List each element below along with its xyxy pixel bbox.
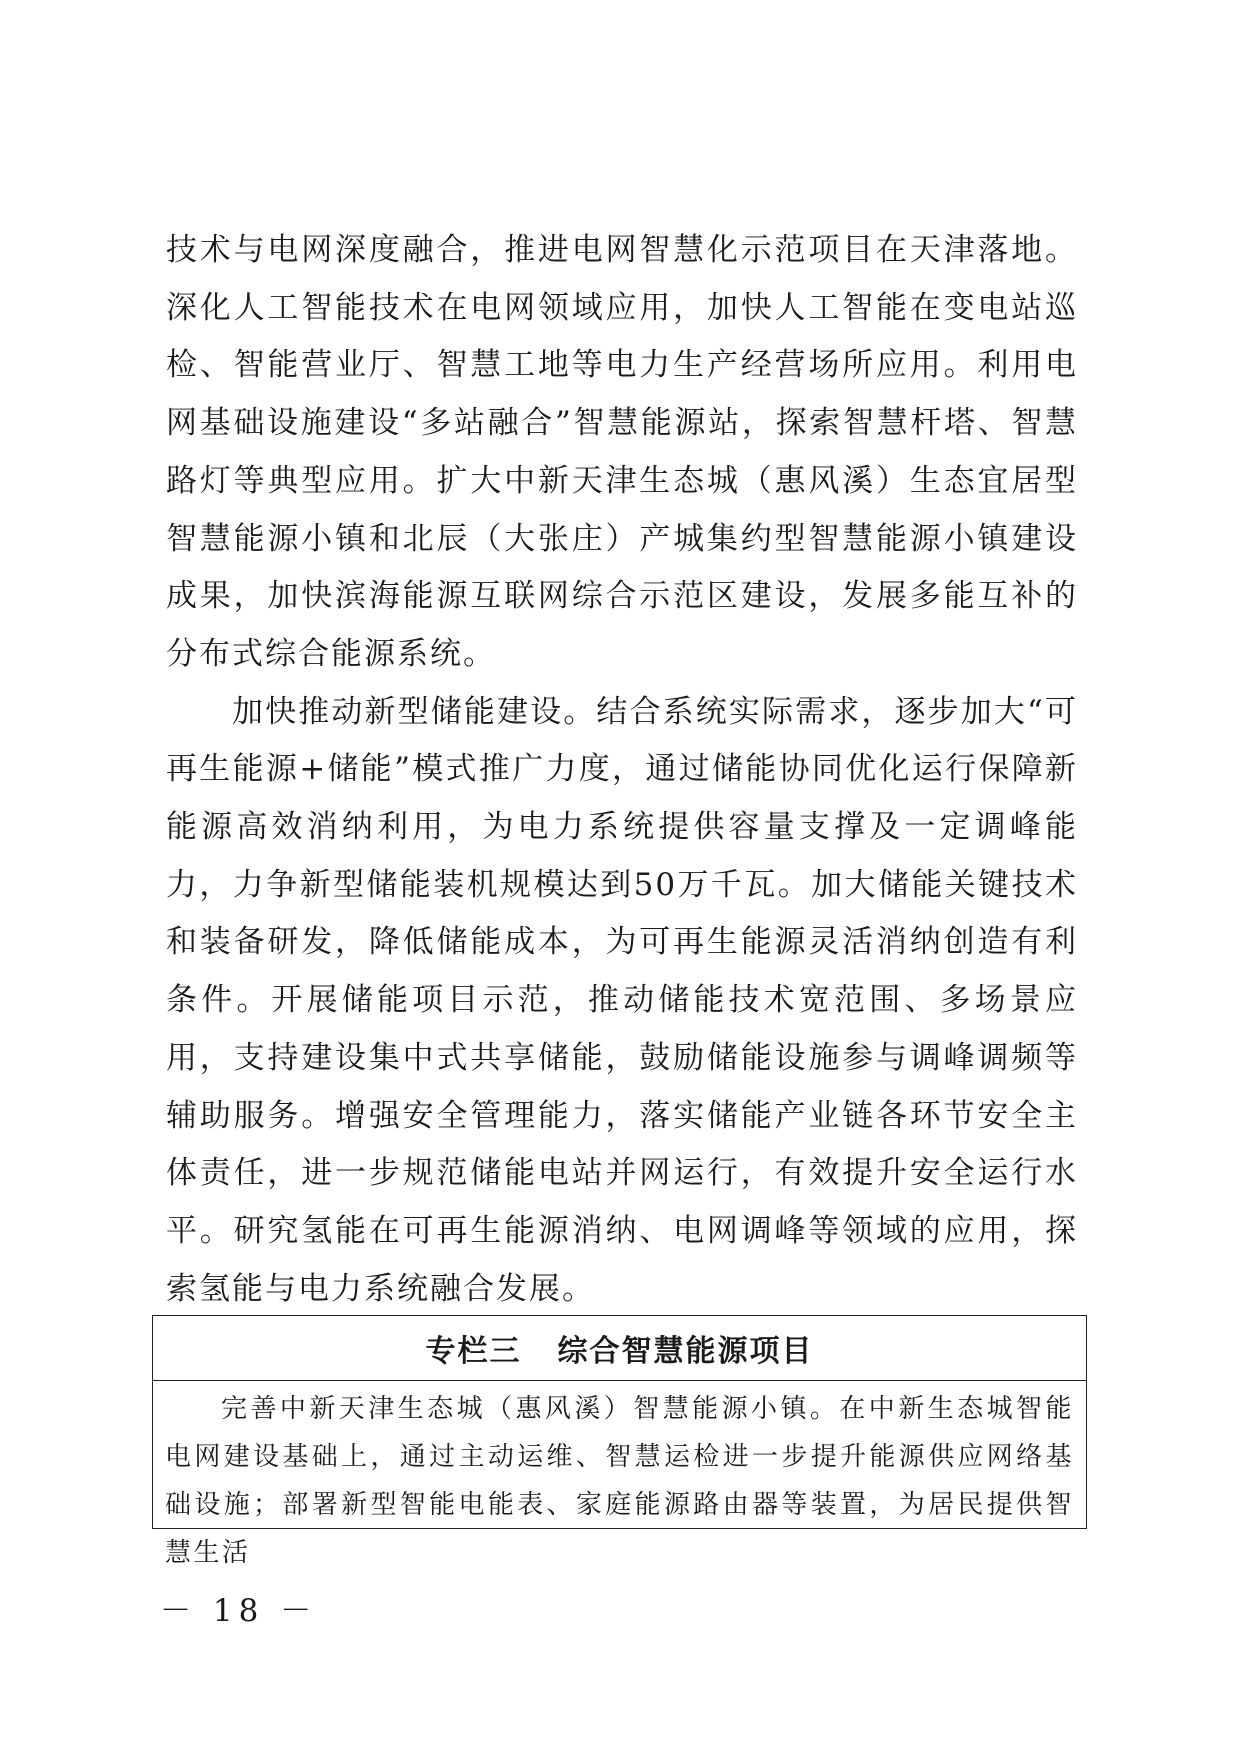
column-box-text: 完善中新天津生态城（惠风溪）智慧能源小镇。在中新生态城智能电网建设基础上，通过主动运维、智慧运检进一步提升能源供应网络基础设施；部署新型智能电能表、家庭能源路由器等装置，为居民提供智慧生活 xyxy=(165,1394,1074,1568)
paragraph-smart-grid: 技术与电网深度融合，推进电网智慧化示范项目在天津落地。深化人工智能技术在电网领域应用，加快人工智能在变电站巡检、智能营业厅、智慧工地等电力生产经营场所应用。利用电网基础设施建设“多站融合”智慧能源站，探索智慧杆塔、智慧路灯等典型应用。扩大中新天津生态城（惠风溪）生态宜居型智慧能源小镇和北辰（大张庄）产城集约型智慧能源小镇建设成果，加快滨海能源互联网综合示范区建设，发展多能互补的分布式综合能源系统。 xyxy=(166,232,1078,672)
column-box-title-main: 综合智慧能源项目 xyxy=(557,1334,814,1369)
page-number: － 18 － xyxy=(160,1593,318,1629)
document-body xyxy=(166,222,1078,1318)
column-box xyxy=(152,1315,1087,1568)
paragraph-energy-storage: 加快推动新型储能建设。结合系统实际需求，逐步加大“可再生能源+储能”模式推广力度，通过储能协同优化运行保障新能源高效消纳利用，为电力系统提供容量支撑及一定调峰能力，力争新型储能装机规模达到50万千瓦。加大储能关键技术和装备研发，降低储能成本，为可再生能源灵活消纳创造有利条件。开展储能项目示范，推动储能技术宽范围、多场景应用，支持建设集中式共享储能，鼓励储能设施参与调峰调频等辅助服务。增强安全管理能力，落实储能产业链各环节安全主体责任，进一步规范储能电站并网运行，有效提升安全运行水平。研究氢能在可再生能源消纳、电网调峰等领域的应用，探索氢能与电力系统融合发展。 xyxy=(166,693,1078,1307)
column-box-title-prefix: 专栏三 xyxy=(425,1334,522,1369)
column-box-title xyxy=(153,1316,1086,1381)
